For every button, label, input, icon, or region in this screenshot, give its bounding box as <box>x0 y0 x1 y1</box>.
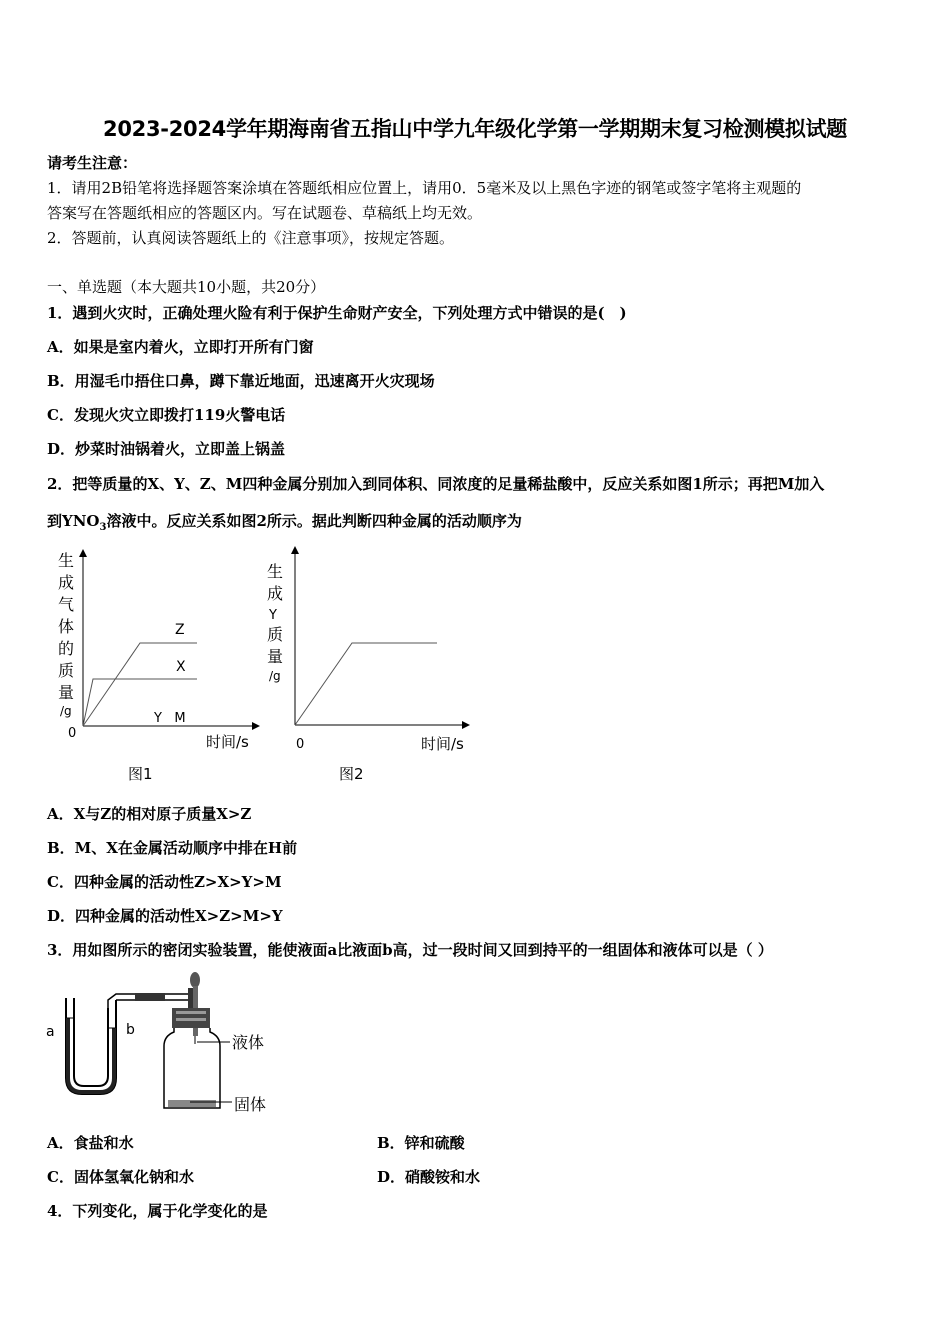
notice-line-2: 2．答题前，认真阅读答题纸上的《注意事项》，按规定答题。 <box>47 229 455 247</box>
fig1-ylabel-char: 成 <box>58 573 75 592</box>
fig2-y-label <box>267 562 283 683</box>
fig3-label-a: a <box>46 1024 55 1040</box>
fig3-label-b: b <box>126 1022 135 1038</box>
q1-option-d: D．炒菜时油锅着火，立即盖上锅盖 <box>47 440 286 458</box>
figure-1-gas-mass-chart <box>50 545 265 785</box>
fig1-label-x: X <box>176 659 186 675</box>
fig1-x-label: 时间/s <box>206 733 249 751</box>
q1-stem: 1．遇到火灾时，正确处理火险有利于保护生命财产安全，下列处理方式中错误的是( ) <box>47 304 627 322</box>
fig1-ylabel-char: 的 <box>58 639 75 658</box>
q2-option-d: D．四种金属的活动性X>Z>M>Y <box>47 907 283 925</box>
fig3-label-solid: 固体 <box>234 1095 267 1114</box>
fig1-y-label <box>58 551 74 718</box>
solid-pile <box>168 1100 216 1107</box>
fig2-x-label: 时间/s <box>421 735 464 753</box>
notice-heading: 请考生注意： <box>47 154 138 172</box>
fig1-ylabel-char: 量 <box>58 683 75 702</box>
section-heading: 一、单选题（本大题共10小题，共20分） <box>47 278 326 296</box>
fig1-label-z: Z <box>175 622 185 638</box>
q3-option-d: D．硝酸铵和水 <box>377 1168 481 1186</box>
page-title: 2023-2024学年期海南省五指山中学九年级化学第一学期期末复习检测模拟试题 <box>103 117 847 141</box>
fig1-ylabel-char: /g <box>60 704 72 718</box>
fig2-line-y <box>295 643 437 725</box>
u-tube-inner <box>74 998 108 1086</box>
fig2-ylabel-char: /g <box>269 669 281 683</box>
q2-option-a: A．X与Z的相对原子质量X>Z <box>47 805 252 823</box>
fig2-ylabel-char: 质 <box>267 625 284 644</box>
q3-option-b: B．锌和硫酸 <box>377 1134 465 1152</box>
q3-option-a: A．食盐和水 <box>47 1134 134 1152</box>
fig2-ylabel-char: 成 <box>267 584 284 603</box>
fig1-caption: 图1 <box>128 765 153 783</box>
dropper-bulb <box>190 972 200 988</box>
fig2-ylabel-char: 生 <box>267 562 284 581</box>
figure-2-y-mass-chart <box>255 545 480 785</box>
fig1-origin: 0 <box>68 726 77 741</box>
fig1-ylabel-char: 生 <box>58 551 75 570</box>
q1-option-a: A．如果是室内着火，立即打开所有门窗 <box>47 338 314 356</box>
fig2-ylabel-char: 量 <box>267 647 284 666</box>
q1-option-b: B．用湿毛巾捂住口鼻，蹲下靠近地面，迅速离开火灾现场 <box>47 372 435 390</box>
fig2-ylabel-char: Y <box>269 608 277 623</box>
fig1-ylabel-char: 体 <box>58 617 75 636</box>
q2-stem-line2: 到$YNO_3$溶液中。反应关系如图2所示。据此判断四种金属的活动顺序为 <box>47 512 522 533</box>
q2-option-c: C．四种金属的活动性Z>X>Y>M <box>47 873 282 891</box>
q4-stem: 4．下列变化，属于化学变化的是 <box>47 1202 268 1220</box>
q2-stem-line1: 2．把等质量的X、Y、Z、M四种金属分别加入到同体积、同浓度的足量稀盐酸中，反应关系如图1所示；再把M加入 <box>47 475 825 493</box>
fig1-ylabel-char: 质 <box>58 661 75 680</box>
bottle <box>164 1028 220 1108</box>
rubber-connector <box>135 993 165 1001</box>
fig1-label-ym: Y M <box>154 711 186 726</box>
q3-stem: 3．用如图所示的密闭实验装置，能使液面a比液面b高，过一段时间又回到持平的一组固体和液体可以是（ ） <box>47 941 773 959</box>
notice-line-1a: 1．请用2B铅笔将选择题答案涂填在答题纸相应位置上，请用0．5毫米及以上黑色字迹的钢笔或签字笔将主观题的 <box>47 179 802 197</box>
fig1-ylabel-char: 气 <box>58 595 75 614</box>
q2-option-b: B．M、X在金属活动顺序中排在H前 <box>47 839 298 857</box>
fig2-origin: 0 <box>296 737 305 752</box>
fig3-label-liquid: 液体 <box>232 1033 265 1052</box>
notice-line-1b: 答案写在答题纸相应的答题区内。写在试题卷、草稿纸上均无效。 <box>47 204 483 222</box>
figure-3-apparatus <box>40 968 280 1118</box>
fig2-caption: 图2 <box>339 765 364 783</box>
q1-option-c: C．发现火灾立即拨打119火警电话 <box>47 406 286 424</box>
q3-option-c: C．固体氢氧化钠和水 <box>47 1168 194 1186</box>
